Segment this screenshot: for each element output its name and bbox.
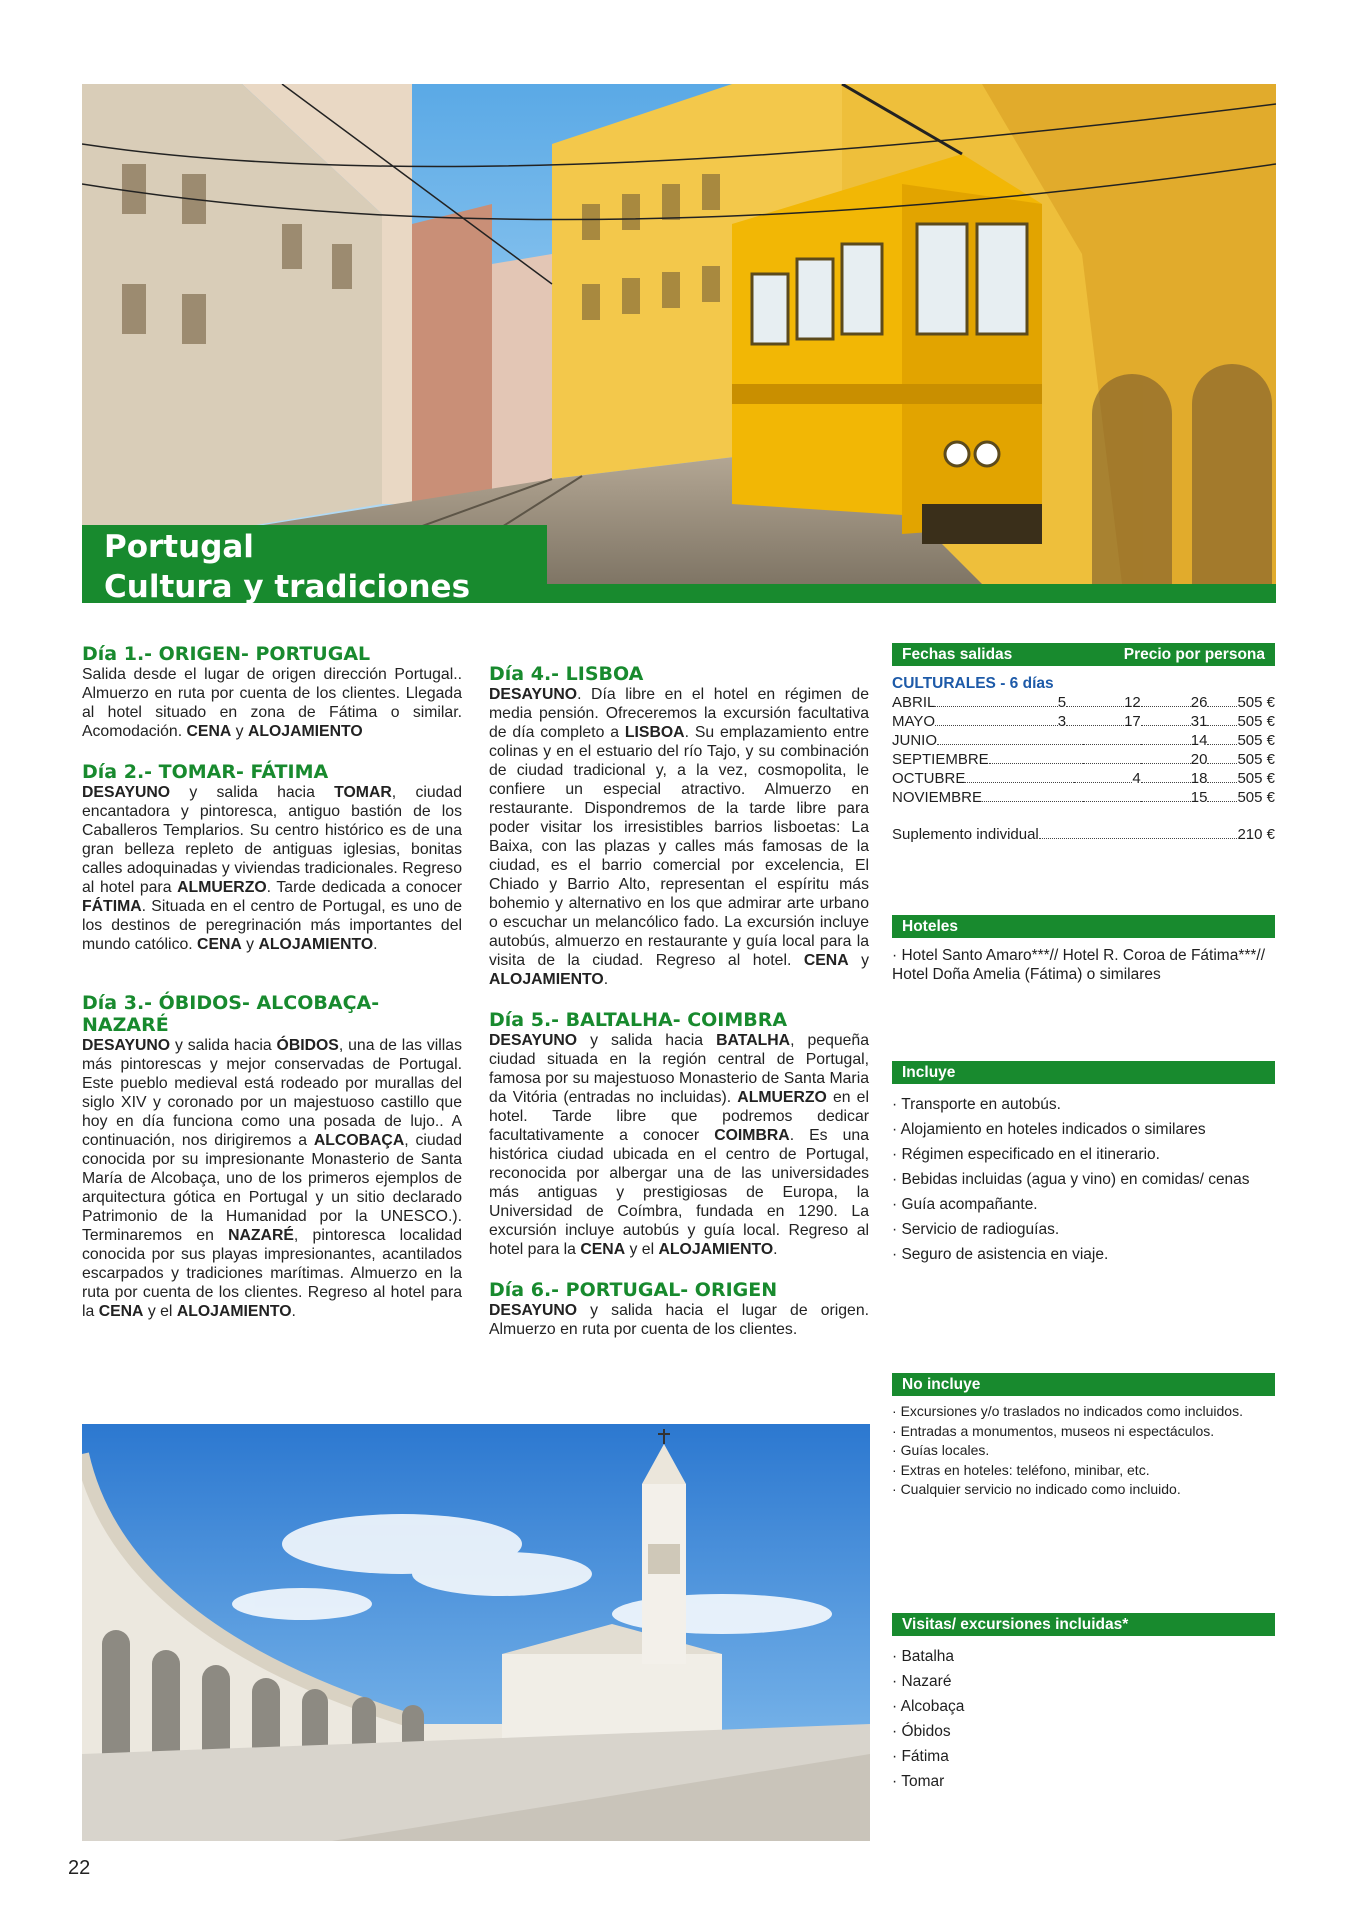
price-d1: 3 <box>1057 713 1067 730</box>
supplement-row <box>892 826 1275 843</box>
day-4 <box>489 663 869 989</box>
price-d1: 5 <box>1057 694 1067 711</box>
hero-image-lisbon-tram <box>82 84 1276 584</box>
list-item: · Tomar <box>892 1769 1275 1794</box>
price-header: Precio por persona <box>1123 646 1265 663</box>
includes-header: Incluye <box>892 1061 1275 1084</box>
list-item: · Guía acompañante. <box>892 1192 1275 1217</box>
list-item: · Bebidas incluidas (agua y vino) en comidas/ cenas <box>892 1167 1275 1192</box>
day-5 <box>489 1009 869 1259</box>
day-title: Día 4.- LISBOA <box>489 663 644 685</box>
price-price: 505 € <box>1237 713 1275 730</box>
title-line-2: Cultura y tradiciones <box>104 569 471 605</box>
price-table-header <box>892 643 1275 666</box>
supplement-label: Suplemento individual <box>892 826 1039 843</box>
price-d3: 14 <box>1190 732 1208 749</box>
hotels-text: · Hotel Santo Amaro***// Hotel R. Coroa de Fátima***// Hotel Doña Amelia (Fátima) o similares <box>892 946 1275 984</box>
list-item: · Batalha <box>892 1644 1275 1669</box>
price-row <box>892 769 1275 788</box>
price-row <box>892 731 1275 750</box>
itinerary-column-2 <box>489 663 869 1339</box>
day-3 <box>82 992 462 1321</box>
day-title: Día 2.- TOMAR- FÁTIMA <box>82 761 329 783</box>
day-text: DESAYUNO y salida hacia BATALHA, pequeña ciudad situada en la región central de Portugal, famosa por su majestuoso Monasterio de Santa Maria da Vitória (entradas no incluidas). ALMUERZO en el hotel. Tarde libre que podremos dedicar facultativamente a conocer COIMBRA. Es una histórica ciudad ubicada en el centro de Portugal, reconocida por albergar una de las universidades más antiguas y prestigiosas de Europa, la Universidad de Coímbra, fundada en 1290. La excursión incluye autobús y guía local. Regreso al hotel para la CENA y el ALOJAMIENTO. <box>489 1032 869 1258</box>
list-item: · Nazaré <box>892 1669 1275 1694</box>
hotels-section <box>892 915 1275 984</box>
includes-section <box>892 1061 1275 1267</box>
page-number: 22 <box>68 1857 91 1879</box>
day-title: Día 5.- BALTALHA- COIMBRA <box>489 1009 788 1031</box>
price-row <box>892 712 1275 731</box>
price-month: SEPTIEMBRE <box>892 751 989 768</box>
list-item: · Seguro de asistencia en viaje. <box>892 1242 1275 1267</box>
price-price: 505 € <box>1237 789 1275 806</box>
price-month: JUNIO <box>892 732 937 749</box>
list-item: · Entradas a monumentos, museos ni espectáculos. <box>892 1422 1275 1442</box>
price-d3: 15 <box>1190 789 1208 806</box>
day-text: DESAYUNO. Día libre en el hotel en régimen de media pensión. Ofreceremos la excursión facultativa de día completo a LISBOA. Su emplazamiento entre colinas y en el estuario del río Tajo, y su combinación de ciudad tradicional y, a la vez, cosmopolita, le confiere un especial atractivo. Almuerzo en restaurante. Dispondremos de la tarde libre para poder visitar los irresistibles barrios lisboetas: La Baixa, con las plazas y calles más famosas de la ciudad, es el barrio comercial por excelencia, El Chiado y Barrio Alto, representan el espíritu más bohemio y alternativo en los que admirar arte urbano o escuchar un melancólico fado. La excursión incluye autobús, almuerzo en restaurante y guía local para la visita de la ciudad. Regreso al hotel. CENA y ALOJAMIENTO. <box>489 686 869 988</box>
visits-list <box>892 1644 1275 1794</box>
visits-section <box>892 1613 1275 1794</box>
excludes-section <box>892 1373 1275 1500</box>
price-price: 505 € <box>1237 732 1275 749</box>
day-title: Día 1.- ORIGEN- PORTUGAL <box>82 643 371 665</box>
list-item: · Cualquier servicio no indicado como incluido. <box>892 1480 1275 1500</box>
price-rows <box>892 693 1275 807</box>
price-d2: 4 <box>1132 770 1141 787</box>
supplement-price: 210 € <box>1237 826 1275 843</box>
day-text: DESAYUNO y salida hacia ÓBIDOS, una de las villas más pintorescas y mejor conservadas de Portugal. Este pueblo medieval está rodeado por murallas del siglo XIV y coronado por un majestuoso castillo que hoy en día funciona como una posada de lujo.. A continuación, nos dirigiremos a ALCOBAÇA, ciudad conocida por su impresionante Monasterio de Santa María de Alcobaça, uno de los primeros ejemplos de arquitectura gótica en Portugal y un sitio declarado Patrimonio de la Humanidad por la UNESCO.). Terminaremos en NAZARÉ, pintoresca localidad conocida por sus playas impresionantes, acantilados escarpados y tradiciones marítimas. Almuerzo en la ruta por cuenta de los clientes. Regreso al hotel para la CENA y el ALOJAMIENTO. <box>82 1037 463 1320</box>
day-title: Día 3.- ÓBIDOS- ALCOBAÇA- NAZARÉ <box>82 992 380 1036</box>
day-title: Día 6.- PORTUGAL- ORIGEN <box>489 1279 778 1301</box>
tour-group-title: CULTURALES - 6 días <box>892 675 1054 692</box>
list-item: · Régimen especificado en el itinerario. <box>892 1142 1275 1167</box>
list-item: · Fátima <box>892 1744 1275 1769</box>
price-month: MAYO <box>892 713 936 730</box>
price-month: OCTUBRE <box>892 770 966 787</box>
price-d3: 26 <box>1190 694 1208 711</box>
list-item: · Transporte en autobús. <box>892 1092 1275 1117</box>
dates-header: Fechas salidas <box>902 646 1013 663</box>
itinerary-column-1 <box>82 643 462 1321</box>
price-price: 505 € <box>1237 694 1275 711</box>
price-row <box>892 750 1275 769</box>
day-text: Salida desde el lugar de origen dirección Portugal.. Almuerzo en ruta por cuenta de los clientes. Llegada al hotel situado en zona de Fátima o similar. Acomodación. CENA y ALOJAMIENTO <box>82 666 462 740</box>
hotels-header: Hoteles <box>892 915 1275 938</box>
price-d2: 12 <box>1124 694 1141 711</box>
list-item: · Extras en hoteles: teléfono, minibar, etc. <box>892 1461 1275 1481</box>
price-d3: 31 <box>1190 713 1208 730</box>
excludes-list <box>892 1402 1275 1500</box>
list-item: · Óbidos <box>892 1719 1275 1744</box>
includes-list <box>892 1092 1275 1267</box>
day-text: DESAYUNO y salida hacia TOMAR, ciudad encantadora y pintoresca, antiguo bastión de los Caballeros Templarios. Su centro histórico es de una gran belleza repleto de antiguas iglesias, bonitas calles adoquinadas y viviendas tradicionales. Regreso al hotel para ALMUERZO. Tarde dedicada a conocer FÁTIMA. Situada en el centro de Portugal, es uno de los destinos de peregrinación más importantes del mundo católico. CENA y ALOJAMIENTO. <box>82 784 462 953</box>
price-table <box>892 643 1275 843</box>
price-price: 505 € <box>1237 751 1275 768</box>
price-price: 505 € <box>1237 770 1275 787</box>
price-d2: 17 <box>1124 713 1141 730</box>
fatima-sanctuary-image <box>82 1424 870 1841</box>
list-item: · Alcobaça <box>892 1694 1275 1719</box>
list-item: · Alojamiento en hoteles indicados o similares <box>892 1117 1275 1142</box>
day-2 <box>82 761 462 954</box>
excludes-header: No incluye <box>892 1373 1275 1396</box>
page-title <box>82 525 547 603</box>
price-month: NOVIEMBRE <box>892 789 983 806</box>
price-d3: 20 <box>1190 751 1208 768</box>
day-6 <box>489 1279 869 1339</box>
list-item: · Guías locales. <box>892 1441 1275 1461</box>
list-item: · Excursiones y/o traslados no indicados como incluidos. <box>892 1402 1275 1422</box>
day-1 <box>82 643 462 741</box>
price-d3: 18 <box>1190 770 1208 787</box>
list-item: · Servicio de radioguías. <box>892 1217 1275 1242</box>
price-row <box>892 693 1275 712</box>
price-row <box>892 788 1275 807</box>
title-line-1: Portugal <box>104 529 254 565</box>
visits-header: Visitas/ excursiones incluidas* <box>892 1613 1275 1636</box>
price-month: ABRIL <box>892 694 936 711</box>
day-text: DESAYUNO y salida hacia el lugar de origen. Almuerzo en ruta por cuenta de los clientes. <box>489 1302 869 1338</box>
